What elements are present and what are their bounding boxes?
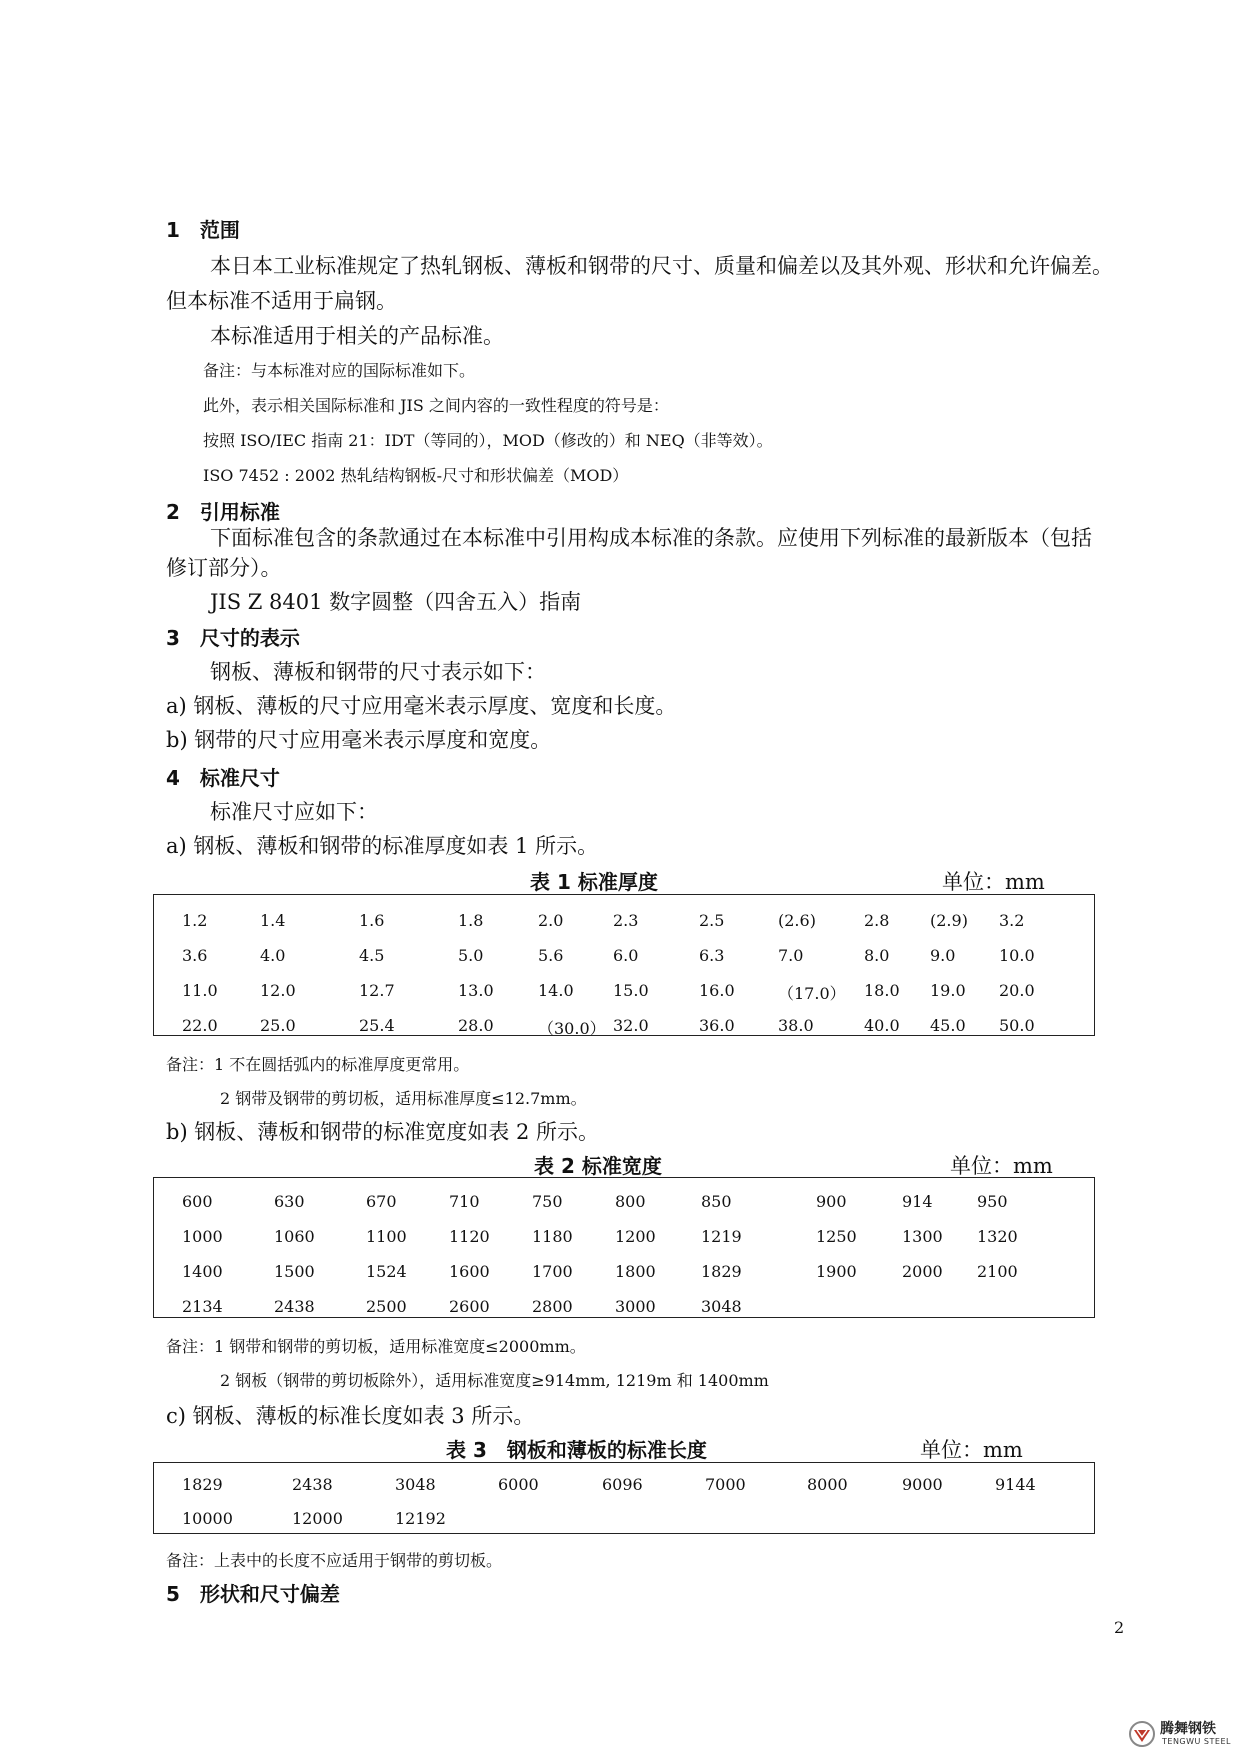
table-cell: 28.0 xyxy=(458,1016,494,1035)
section-1-title: 1 范围 xyxy=(166,218,240,242)
table-2 xyxy=(153,1177,1095,1318)
table-cell: 1.8 xyxy=(458,911,484,930)
table-cell: 2100 xyxy=(977,1262,1018,1281)
table-1-caption: 表 1 标准厚度 xyxy=(530,870,658,894)
table-cell: 20.0 xyxy=(999,981,1035,1000)
table-cell: 2.0 xyxy=(538,911,564,930)
section-4-item-a: a) 钢板、薄板和钢带的标准厚度如表 1 所示。 xyxy=(166,834,599,858)
table-cell: 1900 xyxy=(816,1262,857,1281)
section-3-title: 3 尺寸的表示 xyxy=(166,626,300,650)
table-cell: 38.0 xyxy=(778,1016,814,1035)
table-cell: 600 xyxy=(182,1192,213,1211)
table-cell: 630 xyxy=(274,1192,305,1211)
table-cell: （30.0） xyxy=(538,1019,606,1038)
table-cell: 10.0 xyxy=(999,946,1035,965)
table-cell: 12.7 xyxy=(359,981,395,1000)
table-cell: 25.0 xyxy=(260,1016,296,1035)
table-cell: 1829 xyxy=(182,1475,223,1494)
table-cell: 950 xyxy=(977,1192,1008,1211)
table-cell: 6.0 xyxy=(613,946,639,965)
section-3-item-b: b) 钢带的尺寸应用毫米表示厚度和宽度。 xyxy=(166,728,552,752)
table-cell: 3048 xyxy=(701,1297,742,1316)
table-2-note-1: 备注：1 钢带和钢带的剪切板，适用标准宽度≤2000mm。 xyxy=(166,1337,586,1356)
table-cell: 3048 xyxy=(395,1475,436,1494)
table-cell: 1250 xyxy=(816,1227,857,1246)
table-cell: 22.0 xyxy=(182,1016,218,1035)
section-5-title: 5 形状和尺寸偏差 xyxy=(166,1582,340,1606)
table-3 xyxy=(153,1462,1095,1534)
table-cell: 1600 xyxy=(449,1262,490,1281)
table-cell: (2.9) xyxy=(930,911,968,930)
section-2-reference: JIS Z 8401 数字圆整（四舍五入）指南 xyxy=(210,590,582,614)
table-cell: 6.3 xyxy=(699,946,725,965)
table-cell: 32.0 xyxy=(613,1016,649,1035)
table-cell: （17.0） xyxy=(778,984,846,1003)
section-1-paragraph-1b: 但本标准不适用于扁钢。 xyxy=(166,289,397,313)
table-cell: 1000 xyxy=(182,1227,223,1246)
table-cell: 1060 xyxy=(274,1227,315,1246)
section-2-paragraph-1b: 修订部分）。 xyxy=(166,556,282,580)
table-cell: 13.0 xyxy=(458,981,494,1000)
section-4-title: 4 标准尺寸 xyxy=(166,766,280,790)
table-cell: 6096 xyxy=(602,1475,643,1494)
table-cell: 25.4 xyxy=(359,1016,395,1035)
table-cell: 4.0 xyxy=(260,946,286,965)
table-cell: 36.0 xyxy=(699,1016,735,1035)
table-cell: 9144 xyxy=(995,1475,1036,1494)
table-cell: 7000 xyxy=(705,1475,746,1494)
table-cell: 2800 xyxy=(532,1297,573,1316)
logo-english-name: TENGWU STEEL xyxy=(1162,1737,1231,1746)
page-number: 2 xyxy=(1114,1618,1125,1637)
table-cell: 1400 xyxy=(182,1262,223,1281)
table-cell: 2.3 xyxy=(613,911,639,930)
table-cell: 1500 xyxy=(274,1262,315,1281)
section-1-note-2: 此外，表示相关国际标准和 JIS 之间内容的一致性程度的符号是： xyxy=(203,396,669,415)
table-3-unit: 单位：mm xyxy=(920,1438,1023,1462)
table-1-note-1: 备注：1 不在圆括弧内的标准厚度更常用。 xyxy=(166,1055,470,1074)
table-cell: 3000 xyxy=(615,1297,656,1316)
table-cell: 914 xyxy=(902,1192,933,1211)
table-cell: 2.8 xyxy=(864,911,890,930)
table-cell: 19.0 xyxy=(930,981,966,1000)
table-cell: 9000 xyxy=(902,1475,943,1494)
table-cell: 5.0 xyxy=(458,946,484,965)
table-cell: 2438 xyxy=(292,1475,333,1494)
logo-chinese-name: 腾舞钢铁 xyxy=(1160,1721,1216,1737)
table-cell: 1180 xyxy=(532,1227,573,1246)
table-cell: 1219 xyxy=(701,1227,742,1246)
table-cell: 6000 xyxy=(498,1475,539,1494)
table-cell: 1829 xyxy=(701,1262,742,1281)
table-cell: 3.2 xyxy=(999,911,1025,930)
section-1-note-1: 备注：与本标准对应的国际标准如下。 xyxy=(203,361,476,380)
section-3-item-a: a) 钢板、薄板的尺寸应用毫米表示厚度、宽度和长度。 xyxy=(166,694,677,718)
table-cell: 15.0 xyxy=(613,981,649,1000)
section-4-paragraph-1: 标准尺寸应如下： xyxy=(210,800,378,824)
table-cell: 750 xyxy=(532,1192,563,1211)
table-cell: 12192 xyxy=(395,1509,446,1528)
table-cell: 2500 xyxy=(366,1297,407,1316)
table-cell: 7.0 xyxy=(778,946,804,965)
table-cell: 1200 xyxy=(615,1227,656,1246)
table-cell: 2000 xyxy=(902,1262,943,1281)
table-cell: 50.0 xyxy=(999,1016,1035,1035)
table-cell: 2438 xyxy=(274,1297,315,1316)
section-2-paragraph-1a: 下面标准包含的条款通过在本标准中引用构成本标准的条款。应使用下列标准的最新版本（包括 xyxy=(210,526,1092,550)
table-cell: 1524 xyxy=(366,1262,407,1281)
table-cell: 10000 xyxy=(182,1509,233,1528)
table-cell: 800 xyxy=(615,1192,646,1211)
table-cell: 1700 xyxy=(532,1262,573,1281)
section-1-paragraph-1a: 本日本工业标准规定了热轧钢板、薄板和钢带的尺寸、质量和偏差以及其外观、形状和允许偏差。 xyxy=(210,254,1113,278)
table-1-unit: 单位：mm xyxy=(942,870,1045,894)
table-cell: 1120 xyxy=(449,1227,490,1246)
table-cell: 14.0 xyxy=(538,981,574,1000)
table-cell: 2.5 xyxy=(699,911,725,930)
table-3-note: 备注：上表中的长度不应适用于钢带的剪切板。 xyxy=(166,1551,503,1570)
table-1-note-2: 2 钢带及钢带的剪切板，适用标准厚度≤12.7mm。 xyxy=(220,1089,587,1108)
section-3-paragraph-1: 钢板、薄板和钢带的尺寸表示如下： xyxy=(210,660,546,684)
table-cell: 4.5 xyxy=(359,946,385,965)
section-4-item-c: c) 钢板、薄板的标准长度如表 3 所示。 xyxy=(166,1404,535,1428)
table-cell: 710 xyxy=(449,1192,480,1211)
table-2-note-2: 2 钢板（钢带的剪切板除外），适用标准宽度≥914mm, 1219m 和 1400mm xyxy=(220,1371,769,1390)
table-cell: 3.6 xyxy=(182,946,208,965)
tengwu-logo xyxy=(1128,1718,1238,1750)
table-cell: 2600 xyxy=(449,1297,490,1316)
table-cell: 1320 xyxy=(977,1227,1018,1246)
table-cell: 2134 xyxy=(182,1297,223,1316)
table-2-unit: 单位：mm xyxy=(950,1154,1053,1178)
table-3-caption: 表 3 钢板和薄板的标准长度 xyxy=(446,1438,707,1462)
table-cell: 1.4 xyxy=(260,911,286,930)
table-cell: 12.0 xyxy=(260,981,296,1000)
table-cell: 850 xyxy=(701,1192,732,1211)
section-4-item-b: b) 钢板、薄板和钢带的标准宽度如表 2 所示。 xyxy=(166,1120,600,1144)
section-2-title: 2 引用标准 xyxy=(166,500,280,524)
table-cell: 670 xyxy=(366,1192,397,1211)
table-cell: 1.6 xyxy=(359,911,385,930)
table-cell: (2.6) xyxy=(778,911,816,930)
table-2-caption: 表 2 标准宽度 xyxy=(534,1154,662,1178)
table-cell: 8000 xyxy=(807,1475,848,1494)
table-cell: 18.0 xyxy=(864,981,900,1000)
table-cell: 9.0 xyxy=(930,946,956,965)
table-cell: 12000 xyxy=(292,1509,343,1528)
section-1-note-3: 按照 ISO/IEC 指南 21：IDT（等同的），MOD（修改的）和 NEQ（非等效）。 xyxy=(203,431,773,450)
table-cell: 900 xyxy=(816,1192,847,1211)
table-cell: 1300 xyxy=(902,1227,943,1246)
table-cell: 16.0 xyxy=(699,981,735,1000)
table-cell: 45.0 xyxy=(930,1016,966,1035)
table-cell: 1100 xyxy=(366,1227,407,1246)
table-cell: 40.0 xyxy=(864,1016,900,1035)
tengwu-logo-icon xyxy=(1128,1720,1156,1748)
section-1-note-4: ISO 7452 : 2002 热轧结构钢板-尺寸和形状偏差（MOD） xyxy=(203,466,629,485)
table-cell: 5.6 xyxy=(538,946,564,965)
table-cell: 11.0 xyxy=(182,981,218,1000)
section-1-paragraph-2: 本标准适用于相关的产品标准。 xyxy=(210,324,504,348)
table-cell: 1800 xyxy=(615,1262,656,1281)
table-1 xyxy=(153,894,1095,1036)
table-cell: 1.2 xyxy=(182,911,208,930)
table-cell: 8.0 xyxy=(864,946,890,965)
